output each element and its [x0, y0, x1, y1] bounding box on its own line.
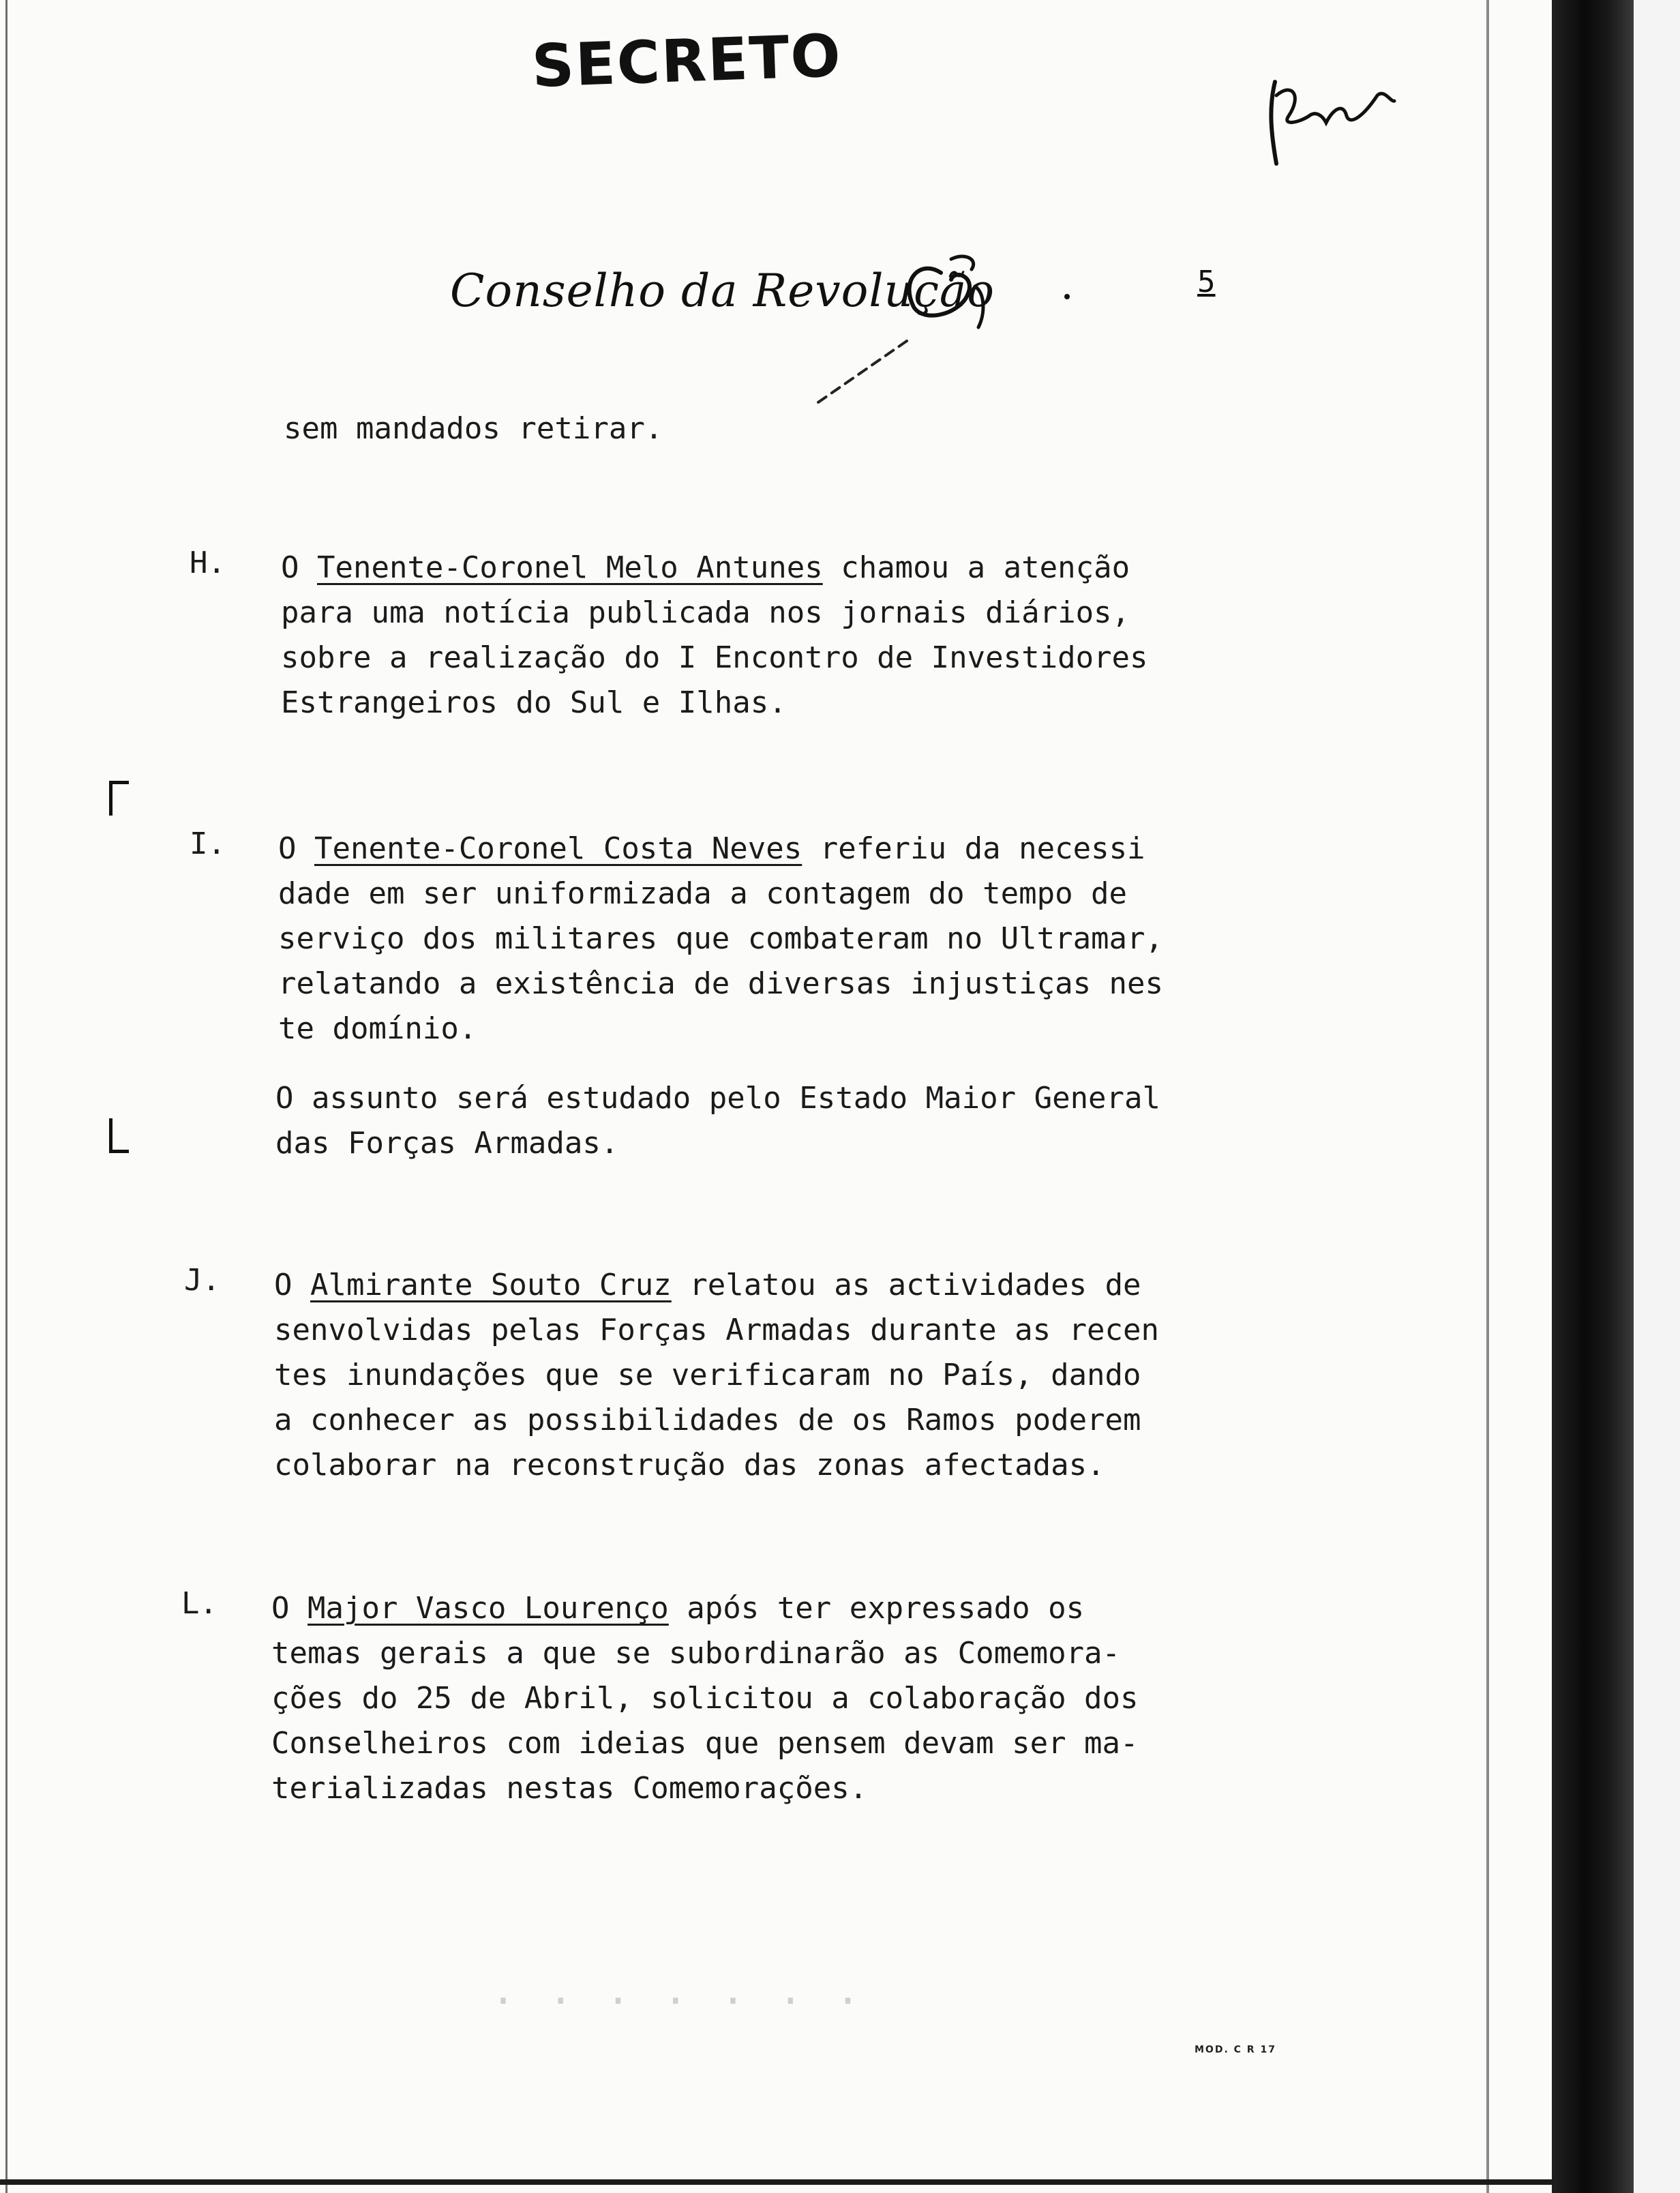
item-l-line-2: temas gerais a que se subordinarão as Comemora-: [271, 1636, 1121, 1671]
item-j-text: [274, 1263, 1159, 1488]
item-j-line-5: colaborar na reconstrução das zonas afectadas.: [274, 1448, 1105, 1482]
page-right-edge: [1486, 0, 1489, 2193]
item-h-line-2: para uma notícia publicada nos jornais diários,: [281, 595, 1130, 630]
item-i-name: Tenente-Coronel Costa Neves: [314, 831, 802, 866]
item-i-line-1: O Tenente-Coronel Costa Neves referiu da necessi: [278, 831, 1145, 866]
item-i-line-2: dade em ser uniformizada a contagem do tempo de: [278, 876, 1128, 911]
page-number: 5: [1197, 265, 1216, 299]
margin-bracket-bottom: [109, 1118, 129, 1153]
item-l-first-line-rest: após ter expressado os: [668, 1591, 1085, 1626]
item-i-first-line-rest: referiu da necessi: [802, 831, 1145, 866]
secreto-stamp: SECRETO: [530, 22, 843, 101]
item-h-line-3: sobre a realização do I Encontro de Investidores: [281, 640, 1148, 675]
form-code: MOD. C R 17: [1195, 2044, 1276, 2055]
scan-margin: [1634, 0, 1680, 2193]
item-letter-j: J.: [184, 1263, 220, 1298]
item-h-first-line-rest: chamou a atenção: [822, 550, 1130, 585]
item-l-line-5: terializadas nestas Comemorações.: [271, 1771, 868, 1806]
item-j-line-2: senvolvidas pelas Forças Armadas durante as recen: [274, 1313, 1160, 1347]
item-i-note: [275, 1076, 1160, 1166]
page-left-edge: [5, 0, 7, 2193]
item-i-note-line-2: das Forças Armadas.: [275, 1126, 619, 1161]
item-i-line-4: relatando a existência de diversas injustiças nes: [278, 966, 1164, 1001]
item-h-name: Tenente-Coronel Melo Antunes: [316, 550, 823, 585]
handwritten-initials: [1261, 68, 1398, 177]
handwritten-signature: [805, 239, 1091, 416]
item-j-line-1: O Almirante Souto Cruz relatou as actividades de: [274, 1268, 1141, 1302]
item-l-line-1: O Major Vasco Lourenço após ter expressado os: [271, 1591, 1085, 1626]
council-title: Conselho da Revolução: [450, 265, 995, 317]
item-l-line-3: ções do 25 de Abril, solicitou a colaboração dos: [271, 1681, 1139, 1716]
item-i-text: [278, 826, 1163, 1051]
item-h-line-4: Estrangeiros do Sul e Ilhas.: [281, 685, 787, 720]
item-j-line-4: a conhecer as possibilidades de os Ramos poderem: [274, 1403, 1141, 1437]
item-i-line-5: te domínio.: [278, 1011, 477, 1046]
scan-bottom-edge: [0, 2179, 1555, 2185]
continuation-text: sem mandados retirar.: [284, 411, 663, 446]
item-j-first-line-rest: relatou as actividades de: [671, 1268, 1141, 1302]
item-l-text: [271, 1586, 1139, 1811]
item-letter-l: L.: [181, 1586, 217, 1621]
scan-shadow-bar: [1552, 0, 1634, 2193]
item-i-line-3: serviço dos militares que combateram no Ultramar,: [278, 921, 1164, 956]
item-l-name: Major Vasco Lourenço: [307, 1591, 669, 1626]
item-h-line-1: O Tenente-Coronel Melo Antunes chamou a atenção: [281, 550, 1130, 585]
item-letter-h: H.: [190, 546, 226, 580]
item-i-note-line-1: O assunto será estudado pelo Estado Maior General: [275, 1081, 1161, 1116]
item-h-text: [281, 546, 1148, 726]
item-j-name: Almirante Souto Cruz: [310, 1268, 672, 1302]
item-l-line-4: Conselheiros com ideias que pensem devam ser ma-: [271, 1726, 1139, 1761]
margin-bracket-top: [109, 781, 129, 816]
item-letter-i: I.: [190, 826, 226, 861]
bleed-through-mark: · · · · · · ·: [491, 1978, 865, 2025]
item-j-line-3: tes inundações que se verificaram no País, dando: [274, 1358, 1141, 1392]
